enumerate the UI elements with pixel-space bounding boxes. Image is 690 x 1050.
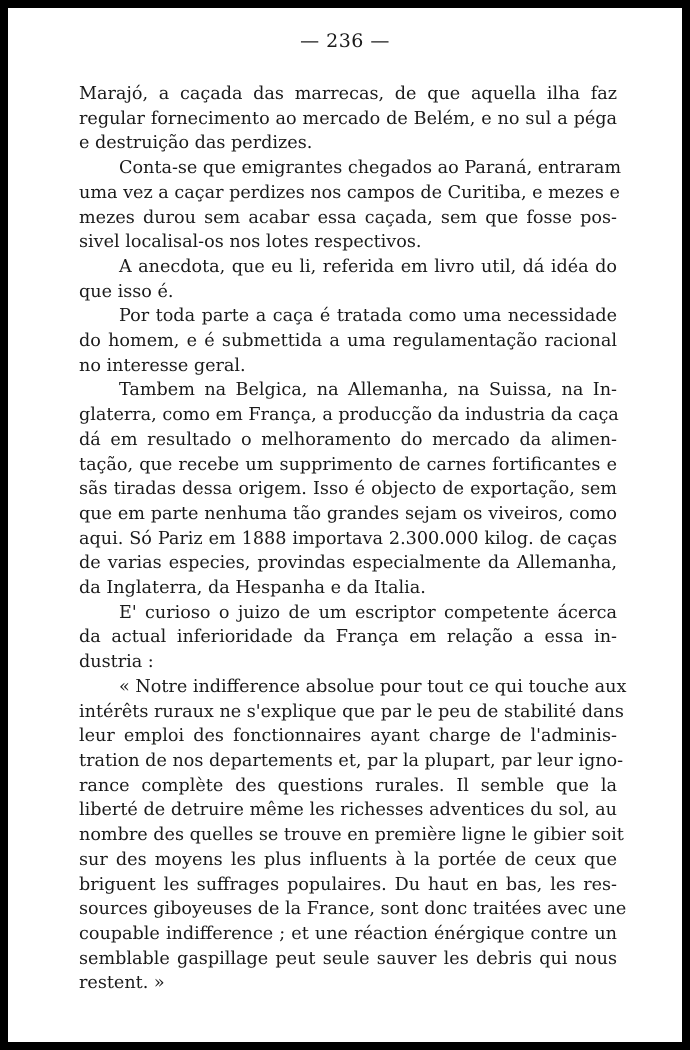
text-line: E' curioso o juizo de um escriptor competente ácerca [119,602,617,623]
paragraph-marajo [79,82,617,156]
text-line: aqui. Só Pariz em 1888 importava 2.300.000 kilog. de caças [79,528,617,549]
text-line: Tambem na Belgica, na Allemanha, na Suissa, na In- [119,380,617,401]
text-line: que isso é. [79,281,174,302]
text-line: tação, que recebe um supprimento de carnes fortificantes e [79,454,617,475]
text-line: dá em resultado o melhoramento do mercado da alimen- [79,429,617,450]
quote-line: semblable gaspillage peut seule sauver les debris qui nous [79,948,617,969]
page-number: — 236 — [300,30,390,52]
text-line: dustria : [79,652,154,673]
quote-line: briguent les suffrages populaires. Du haut en bas, les res- [79,874,617,895]
text-line: Por toda parte a caça é tratada como uma necessidade [119,306,617,327]
text-line: Marajó, a caçada das marrecas, de que aquella ilha faz [79,84,617,104]
paragraph-europa [79,378,617,600]
paragraph-juizo [79,601,617,675]
quote-line: coupable indifference ; et une réaction énérgique contre un [79,923,617,944]
quote-line: sur des moyens les plus influents à la portée de ceux que [79,849,617,870]
paragraph-necessidade [79,304,617,378]
quote-line: « Notre indifference absolue pour tout ce qui touche aux [119,676,627,697]
quote-line: nombre des quelles se trouve en première ligne le gibier soit [79,825,624,846]
text-line: da actual inferioridade da França em relação a essa in- [79,627,617,648]
quote-line: tration de nos departements et, par la plupart, par leur igno- [79,750,624,771]
text-line: uma vez a caçar perdizes nos campos de Curitiba, e mezes e [79,182,620,203]
text-line: do homem, e é submettida a uma regulamentação racional [79,331,617,352]
quote-line: leur emploi des fonctionnaires ayant charge de l'adminis- [79,726,617,747]
quote-line: rance complète des questions rurales. Il semble que la [79,775,617,796]
quote-line: restent. » [79,973,165,994]
paragraph-french-quote [79,675,627,996]
text-line: e destruição das perdizes. [79,133,313,154]
body-text [79,82,627,996]
book-page [8,8,682,1042]
text-line: mezes durou sem acabar essa caçada, sem que fosse pos- [79,207,617,228]
paragraph-anecdota [79,255,617,304]
text-line: sivel localisal-os nos lotes respectivos. [79,232,422,253]
text-line: A anecdota, que eu li, referida em livro util, dá idéa do [119,256,617,277]
paragraph-parana [79,156,622,255]
text-line: de varias especies, provindas especialmente da Allemanha, [79,553,617,574]
text-line: glaterra, como em França, a producção da industria da caça [79,405,619,426]
quote-line: liberté de detruire même les richesses adventices du sol, au [79,800,617,821]
text-line: sãs tiradas dessa origem. Isso é objecto de exportação, sem [79,479,617,500]
text-line: no interesse geral. [79,355,246,376]
text-line: da Inglaterra, da Hespanha e da Italia. [79,578,426,599]
text-line: regular fornecimento ao mercado de Belém, e no sul a péga [79,108,617,129]
quote-line: intérêts ruraux ne s'explique que par le peu de stabilité dans [79,701,624,722]
text-line: que em parte nenhuma tão grandes sejam os viveiros, como [79,503,617,524]
quote-line: sources giboyeuses de la France, sont donc traitées avec une [79,899,627,920]
text-line: Conta-se que emigrantes chegados ao Paraná, entraram [119,158,622,179]
